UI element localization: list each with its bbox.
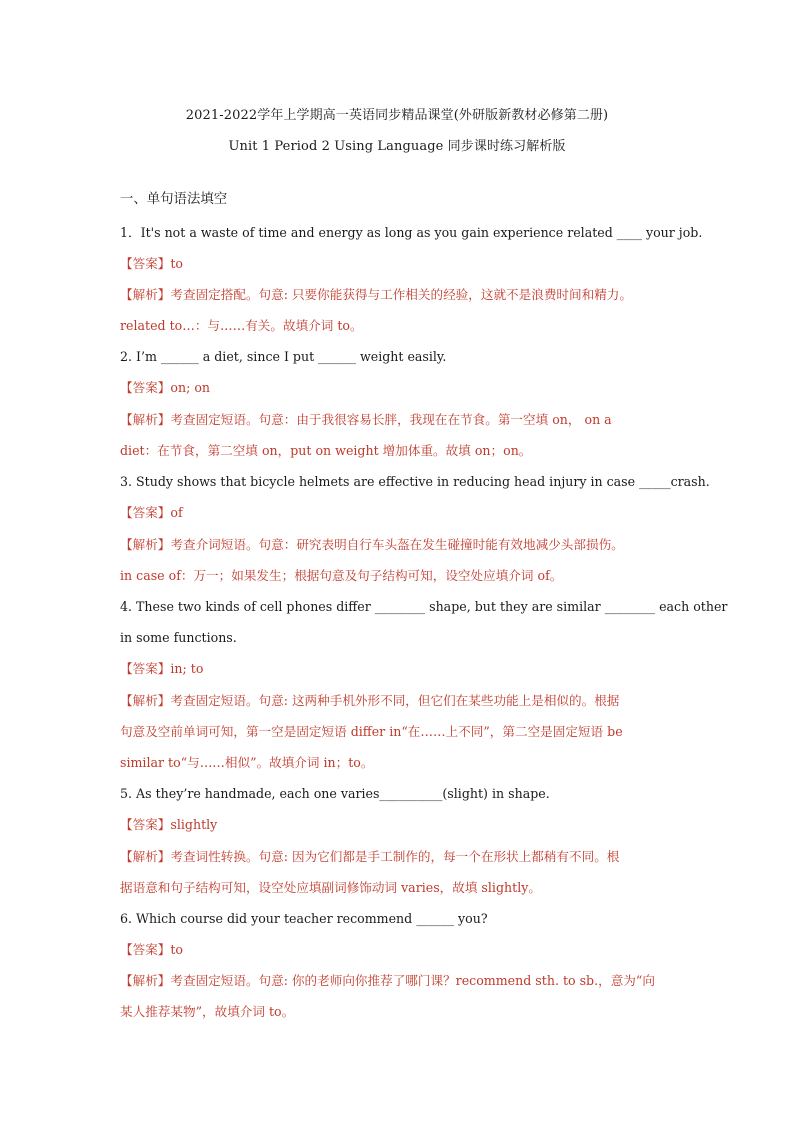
- answer-text: to: [170, 942, 184, 957]
- answer-label: 【答案】: [120, 380, 171, 395]
- analysis-text: 考查固定搭配。句意: 只要你能获得与工作相关的经验，这就不是浪费时间和精力。: [170, 287, 632, 302]
- question-4-line-1: 4. These two kinds of cell phones differ ________ shape, but they are similar ________ each other: [120, 599, 728, 614]
- answer-text: of: [170, 505, 183, 520]
- analysis-3-line-1: [120, 536, 680, 554]
- answer-text: on; on: [170, 380, 211, 395]
- question-6: 6. Which course did your teacher recommend ______ you?: [120, 911, 488, 926]
- analysis-label: 【解析】: [120, 693, 171, 708]
- analysis-1-line-2: related to…：与……有关。故填介词 to。: [120, 318, 363, 333]
- analysis-6-line-1: [120, 972, 680, 990]
- analysis-4-line-1: [120, 692, 680, 710]
- answer-label: 【答案】: [120, 942, 171, 957]
- analysis-text: 考查词性转换。句意: 因为它们都是手工制作的，每一个在形状上都稍有不同。根: [170, 849, 620, 864]
- question-4-line-2: in some functions.: [120, 630, 237, 645]
- analysis-text: 考查固定短语。句意：由于我很容易长胖，我现在在节食。第一空填 on， on a: [170, 412, 612, 427]
- answer-3: [120, 504, 680, 522]
- analysis-2-line-1: [120, 411, 680, 429]
- analysis-4-line-3: similar to“与……相似”。故填介词 in；to。: [120, 755, 374, 770]
- analysis-text: 考查固定短语。句意: 你的老师向你推荐了哪门课？recommend sth. to sb.，意为“向: [170, 973, 655, 988]
- analysis-5-line-1: [120, 848, 680, 866]
- question-2: 2. I’m ______ a diet, since I put ______ weight easily.: [120, 349, 447, 364]
- question-1: 1．It's not a waste of time and energy as long as you gain experience related ____ your job.: [120, 225, 703, 240]
- answer-text: slightly: [170, 817, 218, 832]
- question-3: 3. Study shows that bicycle helmets are effective in reducing head injury in case _____crash.: [120, 474, 710, 489]
- analysis-4-line-2: 句意及空前单词可知，第一空是固定短语 differ in“在……上不同”，第二空是固定短语 be: [120, 724, 623, 739]
- analysis-text: 考查固定短语。句意: 这两种手机外形不同，但它们在某些功能上是相似的。根据: [170, 693, 620, 708]
- answer-label: 【答案】: [120, 505, 171, 520]
- analysis-2-line-2: diet：在节食，第二空填 on，put on weight 增加体重。故填 on；on。: [120, 443, 532, 458]
- analysis-label: 【解析】: [120, 537, 171, 552]
- document-subtitle: Unit 1 Period 2 Using Language 同步课时练习解析版: [228, 139, 566, 154]
- answer-label: 【答案】: [120, 817, 171, 832]
- answer-6: [120, 941, 680, 959]
- analysis-1-line-1: [120, 286, 680, 304]
- answer-2: [120, 379, 680, 397]
- analysis-6-line-2: 某人推荐某物”，故填介词 to。: [120, 1004, 295, 1019]
- analysis-3-line-2: in case of：万一；如果发生；根据句意及句子结构可知，设空处应填介词 of。: [120, 568, 563, 583]
- analysis-label: 【解析】: [120, 849, 171, 864]
- answer-1: [120, 255, 680, 273]
- answer-text: to: [170, 256, 184, 271]
- answer-4: [120, 660, 680, 678]
- question-5: 5. As they’re handmade, each one varies__________(slight) in shape.: [120, 786, 550, 801]
- answer-text: in; to: [170, 661, 204, 676]
- analysis-label: 【解析】: [120, 973, 171, 988]
- document-title: 2021-2022学年上学期高一英语同步精品课堂(外研版新教材必修第二册): [185, 108, 609, 123]
- answer-label: 【答案】: [120, 661, 171, 676]
- section-heading: 一、单句语法填空: [120, 192, 228, 207]
- answer-5: [120, 816, 680, 834]
- analysis-label: 【解析】: [120, 287, 171, 302]
- analysis-label: 【解析】: [120, 412, 171, 427]
- analysis-text: 考查介词短语。句意：研究表明自行车头盔在发生碰撞时能有效地减少头部损伤。: [170, 537, 624, 552]
- answer-label: 【答案】: [120, 256, 171, 271]
- analysis-5-line-2: 据语意和句子结构可知，设空处应填副词修饰动词 varies，故填 slightly。: [120, 880, 541, 895]
